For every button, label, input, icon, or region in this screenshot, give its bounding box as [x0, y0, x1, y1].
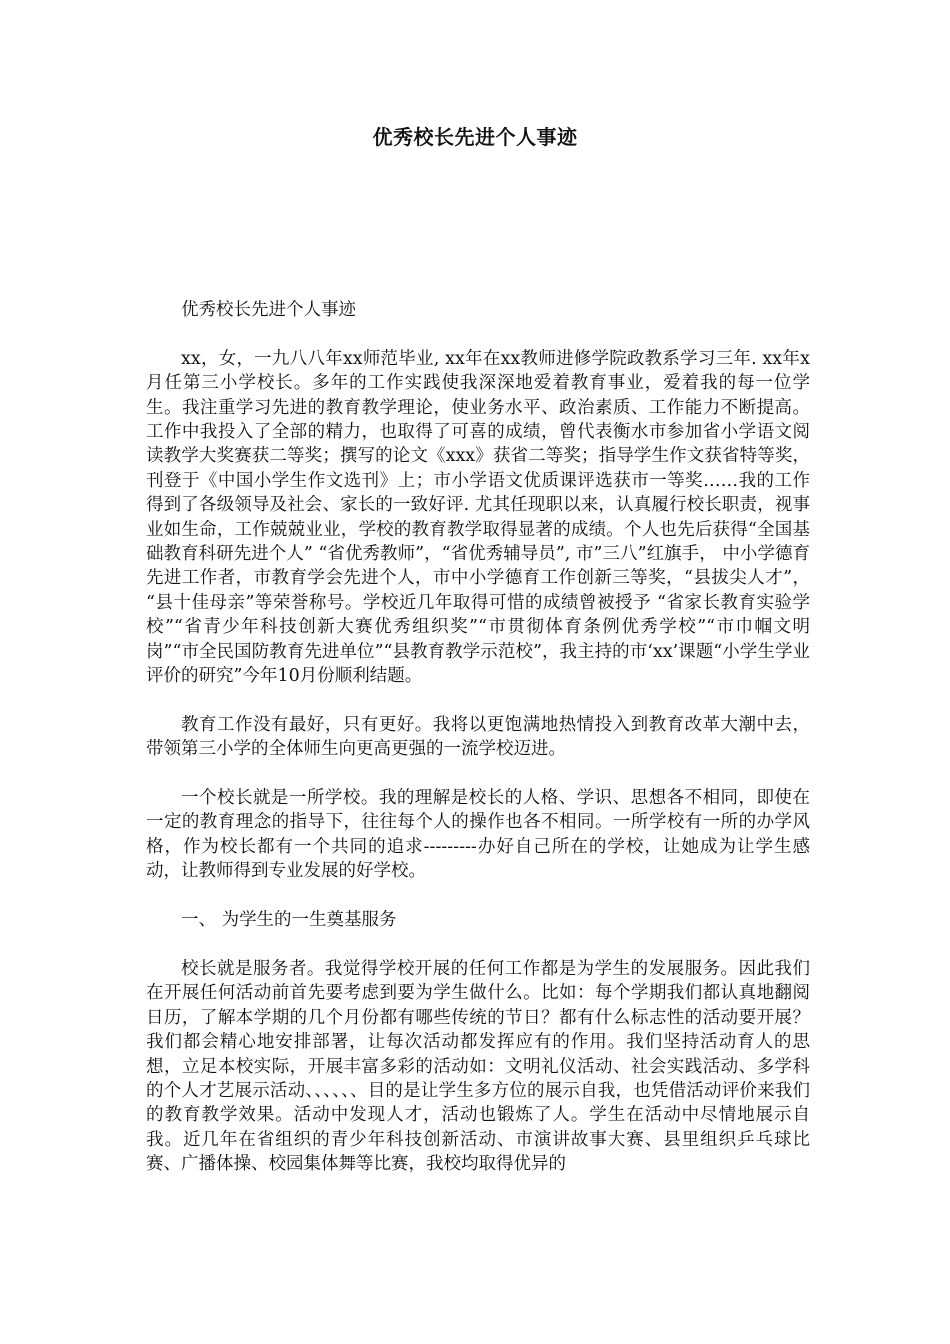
document-body	[146, 298, 810, 1201]
paragraph-intro: xx，女，一九八八年xx师范毕业, xx年在xx教师进修学院政教系学习三年. xx年x月任第三小学校长。多年的工作实践使我深深地爱着教育事业，爱着我的每一位学生。我注重学习先进的教育教学理论，使业务水平、政治素质、工作能力不断提高。工作中我投入了全部的精力，也取得了可喜的成绩，曾代表衡水市参加省小学语文阅读教学大奖赛获二等奖；撰写的论文《xxx》获省二等奖；指导学生作文获省特等奖，刊登于《中国小学生作文选刊》上；市小学语文优质课评选获市一等奖……我的工作得到了各级领导及社会、家长的一致好评. 尤其任现职以来，认真履行校长职责，视事业如生命，工作兢兢业业，学校的教育教学取得显著的成绩。个人也先后获得“全国基础教育科研先进个人” “省优秀教师”，“省优秀辅导员”, 市”三八”红旗手， 中小学德育先进工作者，市教育学会先进个人，市中小学德育工作创新三等奖，“县拔尖人才”， “县十佳母亲”等荣誉称号。学校近几年取得可惜的成绩曾被授予 “省家长教育实验学校”“省青少年科技创新大赛优秀组织奖”“市贯彻体育条例优秀学校”“市巾帼文明岗”“市全民国防教育先进单位”“县教育教学示范校”，我主持的市‘xx’课题“小学生学业评价的研究”今年10月份顺利结题。	[146, 348, 810, 687]
document-title: 优秀校长先进个人事迹	[372, 125, 578, 149]
section-heading: 一、 为学生的一生奠基服务	[181, 910, 397, 931]
paragraph-service: 校长就是服务者。我觉得学校开展的任何工作都是为学生的发展服务。因此我们在开展任何活动前首先要考虑到要为学生做什么。比如：每个学期我们都认真地翻阅日历，了解本学期的几个月份都有哪些传统的节日？都有什么标志性的活动要开展？我们都会精心地安排部署，让每次活动都发挥应有的作用。我们坚持活动育人的思想，立足本校实际，开展丰富多彩的活动如：文明礼仪活动、社会实践活动、多学科的个人才艺展示活动、、、、、、目的是让学生多方位的展示自我，也凭借活动评价来我们的教育教学效果。活动中发现人才，活动也锻炼了人。学生在活动中尽情地展示自我。近几年在省组织的青少年科技创新活动、市演讲故事大赛、县里组织乒乓球比赛、广播体操、校园集体舞等比赛，我校均取得优异的	[146, 958, 810, 1175]
paragraph-commitment: 教育工作没有最好，只有更好。我将以更饱满地热情投入到教育改革大潮中去，带领第三小学的全体师生向更高更强的一流学校迈进。	[146, 714, 810, 760]
paragraph-philosophy: 一个校长就是一所学校。我的理解是校长的人格、学识、思想各不相同，即使在一定的教育理念的指导下，往往每个人的操作也各不相同。一所学校有一所的办学风格，作为校长都有一个共同的追求---------办好自己所在的学校，让她成为让学生感动，让教师得到专业发展的好学校。	[146, 788, 810, 882]
document-subtitle: 优秀校长先进个人事迹	[181, 300, 356, 320]
